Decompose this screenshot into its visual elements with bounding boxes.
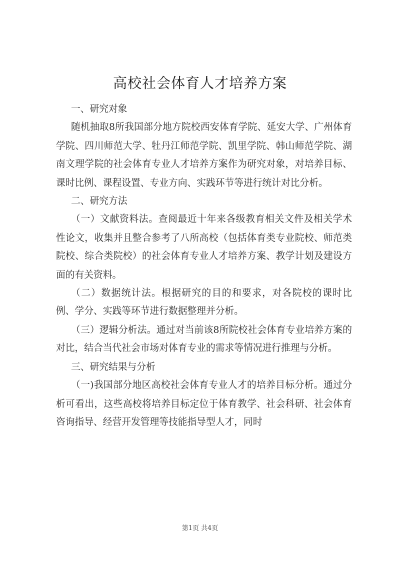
- paragraph-statistics-method: （二）数据统计法。根据研究的目的和要求，对各院校的课时比例、学分、实践等环节进行数据整理并分析。: [56, 288, 352, 318]
- paragraph-logic-method: （三）逻辑分析法。通过对当前该8所院校社会体育专业培养方案的对比，结合当代社会市场对体育专业的需求等情况进行推理与分析。: [56, 324, 352, 355]
- paragraph-research-object: 随机抽取8所我国部分地方院校西安体育学院、延安大学、广州体育学院、四川师范大学、牡丹江师范学院、凯里学院、韩山师范学院、湖南文理学院的社会体育专业人才培养方案作为研究对象，对培养目标、课时比例、课程设置、专业方向、实践环节等进行统计对比分析。: [56, 122, 352, 189]
- section-heading-research-methods: 二、研究方法: [71, 196, 128, 208]
- paragraph-literature-method: （一）文献资料法。查阅最近十年来各级教育相关文件及相关学术性论文，收集并且整合参考了八所高校（包括体育类专业院校、师范类院校、综合类院校）的社会体育专业人才培养方案、教学计划及建设方面的有关资料。: [56, 214, 352, 281]
- document-body: [56, 101, 352, 432]
- document-title: 高校社会体育人才培养方案: [113, 76, 287, 92]
- section-heading-results: 三、研究结果与分析: [71, 361, 156, 373]
- page-footer: 第1页 共4页: [181, 524, 219, 532]
- paragraph-results-goals: （一)我国部分地区高校社会体育专业人才的培养目标分析。通过分析可看出，这些高校将培养目标定位于体育教学、社会科研、社会体育咨询指导、经营开发管理等技能指导型人才，同时: [56, 380, 352, 428]
- section-heading-research-object: 一、研究对象: [71, 104, 128, 115]
